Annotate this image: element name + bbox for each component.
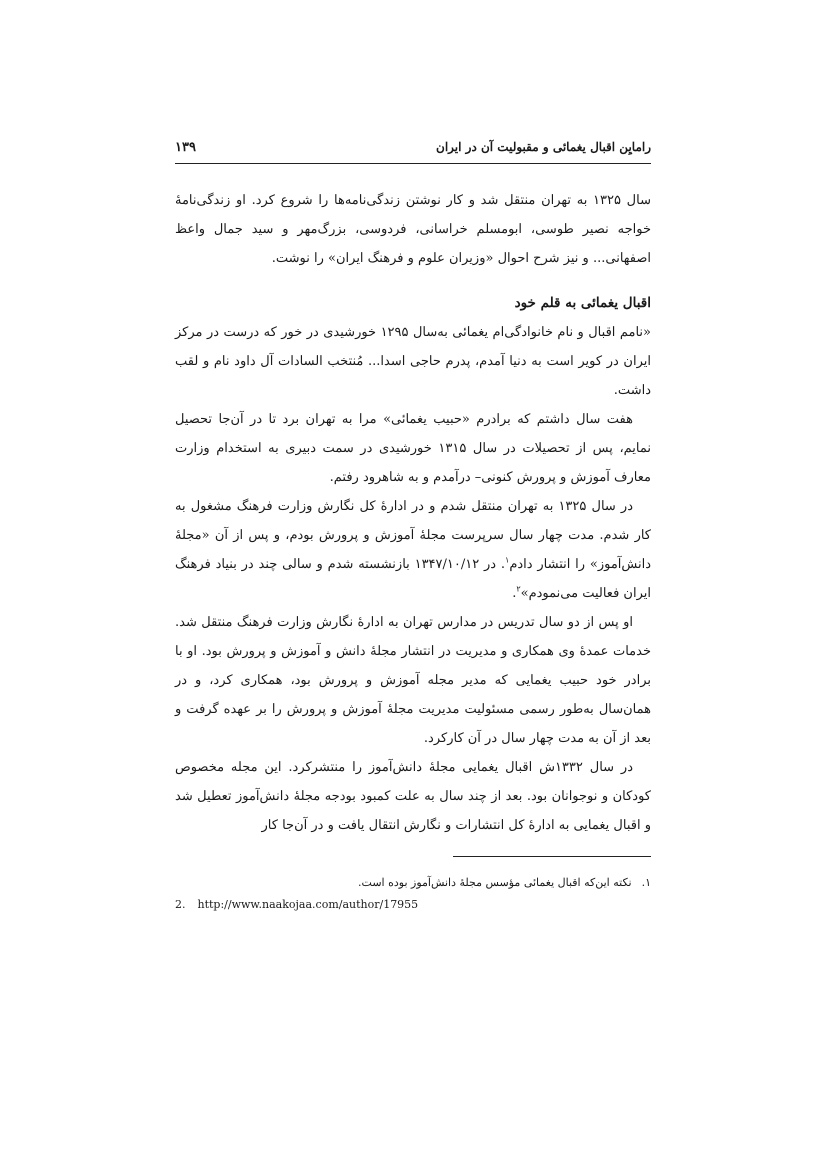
running-header bbox=[175, 140, 651, 164]
paragraph-3-text-b: . در ۱۳۴۷/۱۰/۱۲ بازنشسته شدم و سالی چند در بنیاد فرهنگ ایران فعالیت می‌نمودم» bbox=[175, 557, 651, 601]
footnote-ref-1: ۱ bbox=[505, 555, 510, 565]
paragraph-1: «نامم اقبال و نام خانوادگی‌ام یغمائی به‌سال ۱۲۹۵ خورشیدی در خور که درست در مرکز ایران در کویر است به دنیا آمدم، پدرم حاجی اسدا... مُنتخب السادات آل داود نام و لقب داشت. bbox=[175, 325, 651, 398]
footnote-2 bbox=[175, 894, 651, 916]
paragraph-3 bbox=[175, 492, 651, 608]
page-number: ۱۳۹ bbox=[175, 140, 196, 155]
footnote-1-number: ۱. bbox=[641, 876, 651, 889]
paragraph-3-text-c: . bbox=[512, 586, 517, 601]
paragraph-3-text-a: در سال ۱۳۲۵ به تهران منتقل شدم و در ادارهٔ کل نگارش وزارت فرهنگ مشغول به کار شدم. مدت چهار سال سرپرست مجلهٔ آموزش و پرورش بودم، و پس از آن «مجلهٔ دانش‌آموز» را انتشار دادم bbox=[175, 499, 651, 572]
footnote-2-number: 2. bbox=[175, 898, 186, 911]
footnotes bbox=[175, 872, 651, 916]
paragraph-2: هفت سال داشتم که برادرم «حبیب یغمائی» مرا به تهران برد تا در آن‌جا تحصیل نمایم، پس از تحصیلات در سال ۱۳۱۵ خورشیدی در سمت دبیری به استخدام وزارت معارف آموزش و پرورش کنونی– درآمدم و به شاهرود رفتم. bbox=[175, 412, 651, 485]
footnote-2-link[interactable]: http://www.naakojaa.com/author/17955 bbox=[197, 898, 419, 911]
paragraph-4: او پس از دو سال تدریس در مدارس تهران به ادارهٔ نگارش وزارت فرهنگ منتقل شد. خدمات عمدهٔ وی همکاری و مدیریت در انتشار مجلهٔ دانش و آموزش و پرورش بود. او با برادر خود حبیب یغمایی که مدیر مجله آموزش و پرورش بود، همکاری کرد، و در همان‌سال به‌طور رسمی مسئولیت مدیریت مجلهٔ آموزش و پرورش را بر عهده گرفت و بعد از آن به مدت چهار سال در آن کارکرد. bbox=[175, 615, 651, 746]
footnote-1-text: نکته این‌که اقبال یغمائی مؤسس مجلهٔ دانش‌آموز بوده است. bbox=[358, 876, 632, 889]
footnote-divider bbox=[453, 856, 651, 857]
body-text bbox=[175, 186, 651, 840]
footnote-1 bbox=[175, 872, 651, 894]
document-page bbox=[175, 140, 651, 1120]
section-heading: اقبال یغمائی به قلم خود bbox=[514, 295, 651, 311]
paragraph-5: در سال ۱۳۳۲ش اقبال یغمایی مجلهٔ دانش‌آموز را منتشرکرد. این مجله مخصوص کودکان و نوجوانان بود. بعد از چند سال به علت کمبود بودجه مجلهٔ دانش‌آموز تعطیل شد و اقبال یغمایی به ادارهٔ کل انتشارات و نگارش انتقال یافت و در آن‌جا کار bbox=[175, 760, 651, 833]
running-title: رامایِن اقبال یغمائی و مقبولیت آن در ایران bbox=[436, 140, 651, 154]
intro-paragraph: سال ۱۳۲۵ به تهران منتقل شد و کار نوشتن زندگی‌نامه‌ها را شروع کرد. او زندگی‌نامهٔ خواجه نصیر طوسی، ابومسلم خراسانی، فردوسی، بزرگ‌مهر و سید جمال واعظ اصفهانی... و نیز شرح احوال «وزیران علوم و فرهنگ ایران» را نوشت. bbox=[175, 193, 651, 266]
footnote-ref-2: ۲ bbox=[516, 584, 521, 594]
